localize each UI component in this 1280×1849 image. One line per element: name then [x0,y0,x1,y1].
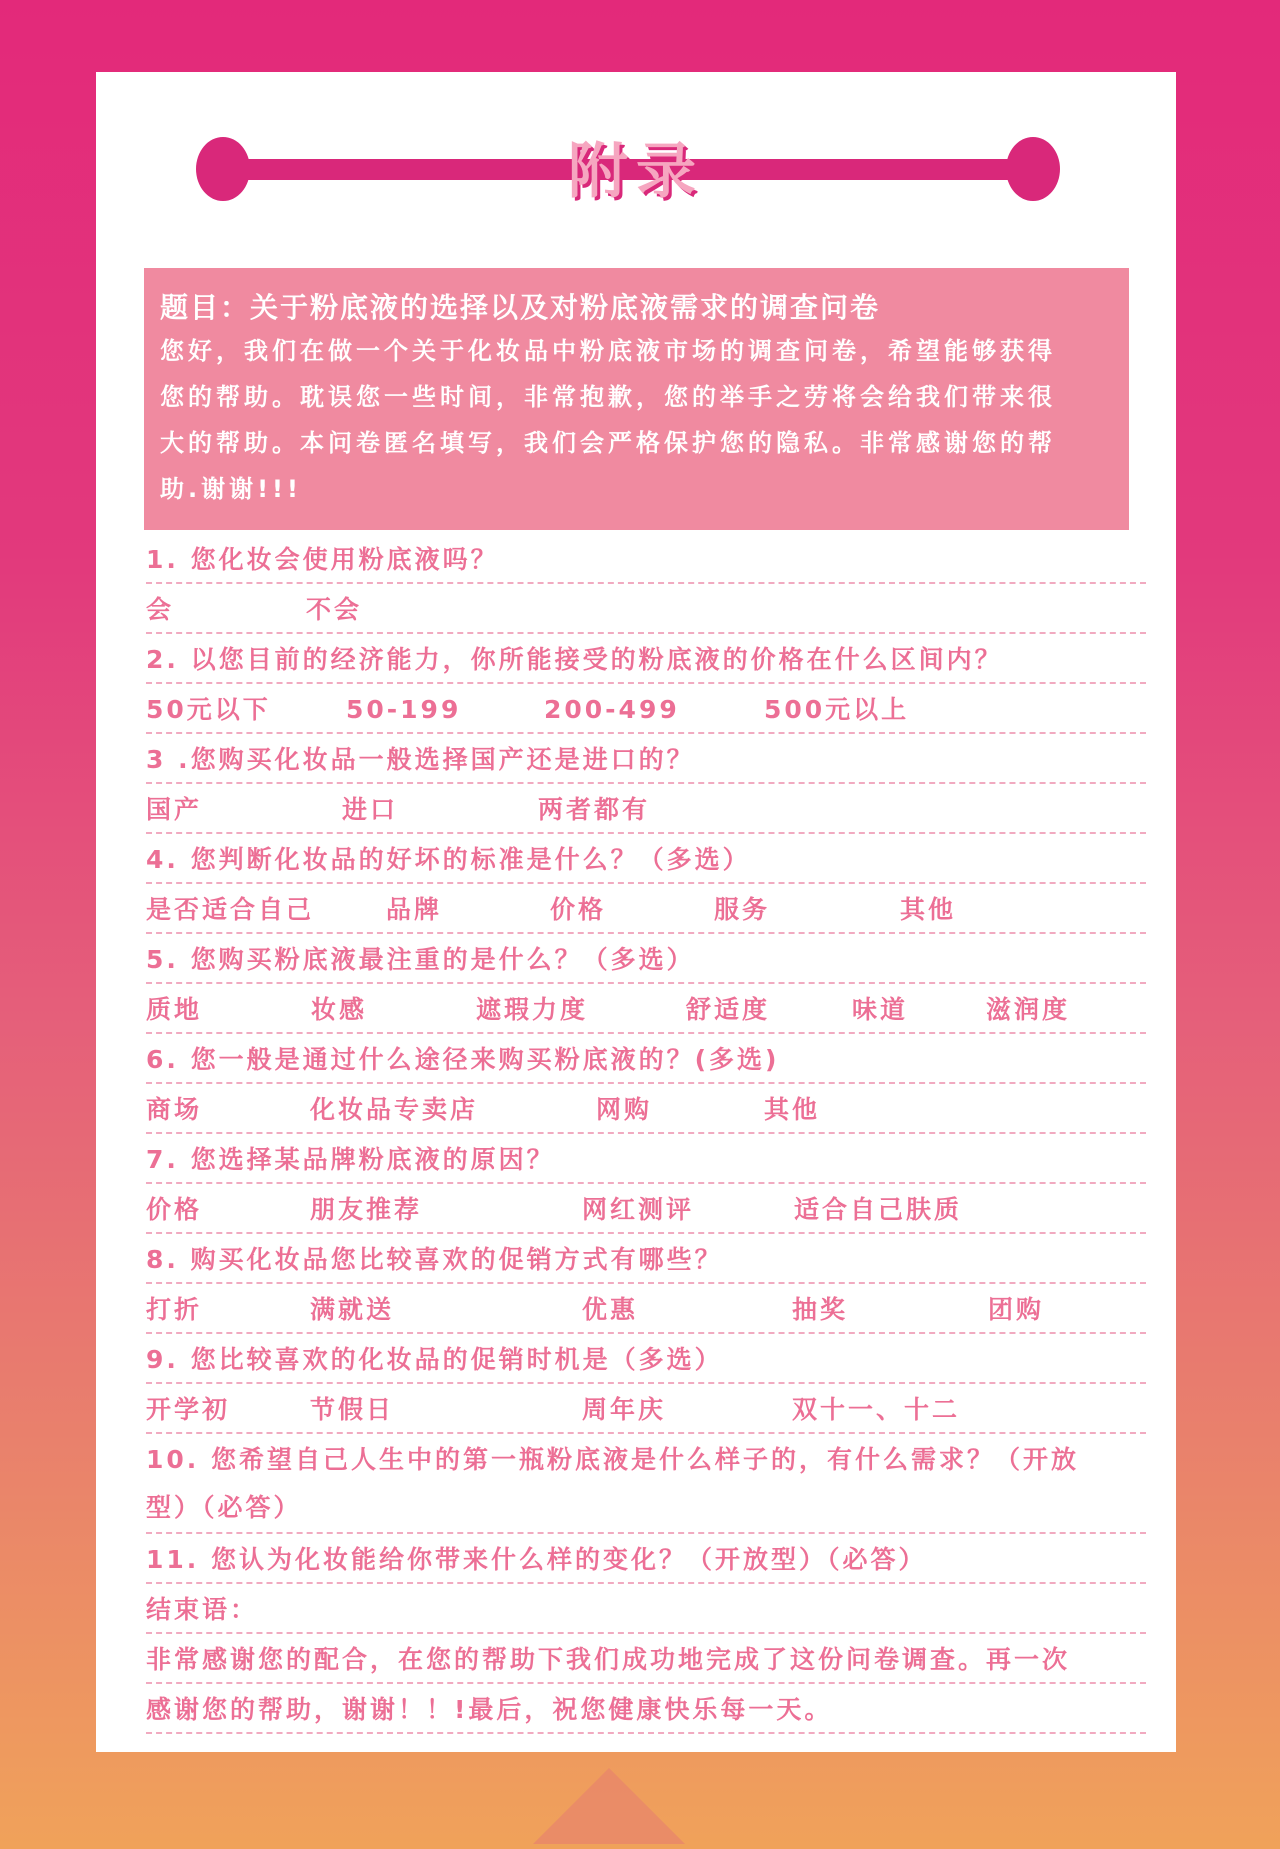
intro-box [144,268,1129,530]
option[interactable]: 抽奖 [792,1295,849,1324]
option[interactable]: 服务 [714,895,771,924]
options-9 [146,1386,1146,1434]
question-11: 11. 您认为化妆能给你带来什么样的变化？（开放型）（必答） [146,1536,1146,1584]
option[interactable]: 打折 [146,1295,203,1324]
document-card [96,72,1176,1752]
intro-line: 助.谢谢!!! [160,475,302,503]
option[interactable]: 团购 [988,1295,1045,1324]
options-1 [146,586,1146,634]
closing-label: 结束语： [146,1586,1146,1634]
survey-title: 题目：关于粉底液的选择以及对粉底液需求的调查问卷 [160,291,881,324]
options-3 [146,786,1146,834]
option[interactable]: 两者都有 [538,795,651,824]
option[interactable]: 滋润度 [986,995,1071,1024]
question-10-line-1: 10. 您希望自己人生中的第一瓶粉底液是什么样子的，有什么需求？（开放 [146,1445,1079,1474]
option[interactable]: 味道 [852,995,909,1024]
intro-line: 您的帮助。耽误您一些时间，非常抱歉，您的举手之劳将会给我们带来很 [160,383,1056,411]
question-6: 6. 您一般是通过什么途径来购买粉底液的？(多选) [146,1036,1146,1084]
option[interactable]: 质地 [146,995,203,1024]
option[interactable]: 化妆品专卖店 [310,1095,479,1124]
closing-line-1: 非常感谢您的配合，在您的帮助下我们成功地完成了这份问卷调查。再一次 [146,1636,1146,1684]
option[interactable]: 妆感 [311,995,368,1024]
option[interactable]: 其他 [764,1095,821,1124]
option[interactable]: 价格 [146,1195,203,1224]
up-arrow-icon [533,1768,685,1844]
question-1: 1. 您化妆会使用粉底液吗？ [146,536,1146,584]
option[interactable]: 商场 [146,1095,203,1124]
options-7 [146,1186,1146,1234]
closing-line-2: 感谢您的帮助，谢谢！！!最后，祝您健康快乐每一天。 [146,1686,1146,1734]
option[interactable]: 周年庆 [582,1395,667,1424]
option[interactable]: 其他 [900,895,957,924]
option[interactable]: 500元以上 [764,695,910,724]
options-2 [146,686,1146,734]
option[interactable]: 50元以下 [146,695,271,724]
option[interactable]: 节假日 [310,1395,395,1424]
page-title: 附录 [568,137,704,207]
question-8: 8. 购买化妆品您比较喜欢的促销方式有哪些？ [146,1236,1146,1284]
options-5 [146,986,1146,1034]
option[interactable]: 会 [146,595,175,624]
option[interactable]: 适合自己肤质 [794,1195,963,1224]
question-7: 7. 您选择某品牌粉底液的原因？ [146,1136,1146,1184]
option[interactable]: 双十一、十二 [792,1395,961,1424]
intro-line: 大的帮助。本问卷匿名填写，我们会严格保护您的隐私。非常感谢您的帮 [160,429,1056,457]
option[interactable]: 200-499 [544,695,680,724]
option[interactable]: 国产 [146,795,203,824]
option[interactable]: 网购 [596,1095,653,1124]
option[interactable]: 不会 [306,595,363,624]
question-3: 3 .您购买化妆品一般选择国产还是进口的？ [146,736,1146,784]
option[interactable]: 50-199 [346,695,462,724]
options-4 [146,886,1146,934]
option[interactable]: 满就送 [310,1295,395,1324]
option[interactable]: 优惠 [582,1295,639,1324]
option[interactable]: 朋友推荐 [310,1195,423,1224]
option[interactable]: 开学初 [146,1395,231,1424]
question-9: 9. 您比较喜欢的化妆品的促销时机是（多选） [146,1336,1146,1384]
question-2: 2. 以您目前的经济能力，你所能接受的粉底液的价格在什么区间内？ [146,636,1146,684]
option[interactable]: 价格 [550,895,607,924]
intro-line: 您好，我们在做一个关于化妆品中粉底液市场的调查问卷，希望能够获得 [160,337,1056,365]
question-10 [146,1436,1146,1534]
option[interactable]: 进口 [342,795,399,824]
option[interactable]: 遮瑕力度 [476,995,589,1024]
option[interactable]: 网红测评 [582,1195,695,1224]
question-10-line-2: 型）（必答） [146,1493,302,1522]
option[interactable]: 舒适度 [686,995,771,1024]
option[interactable]: 是否适合自己 [146,895,315,924]
question-5: 5. 您购买粉底液最注重的是什么？（多选） [146,936,1146,984]
option[interactable]: 品牌 [386,895,443,924]
options-6 [146,1086,1146,1134]
question-4: 4. 您判断化妆品的好坏的标准是什么？（多选） [146,836,1146,884]
options-8 [146,1286,1146,1334]
